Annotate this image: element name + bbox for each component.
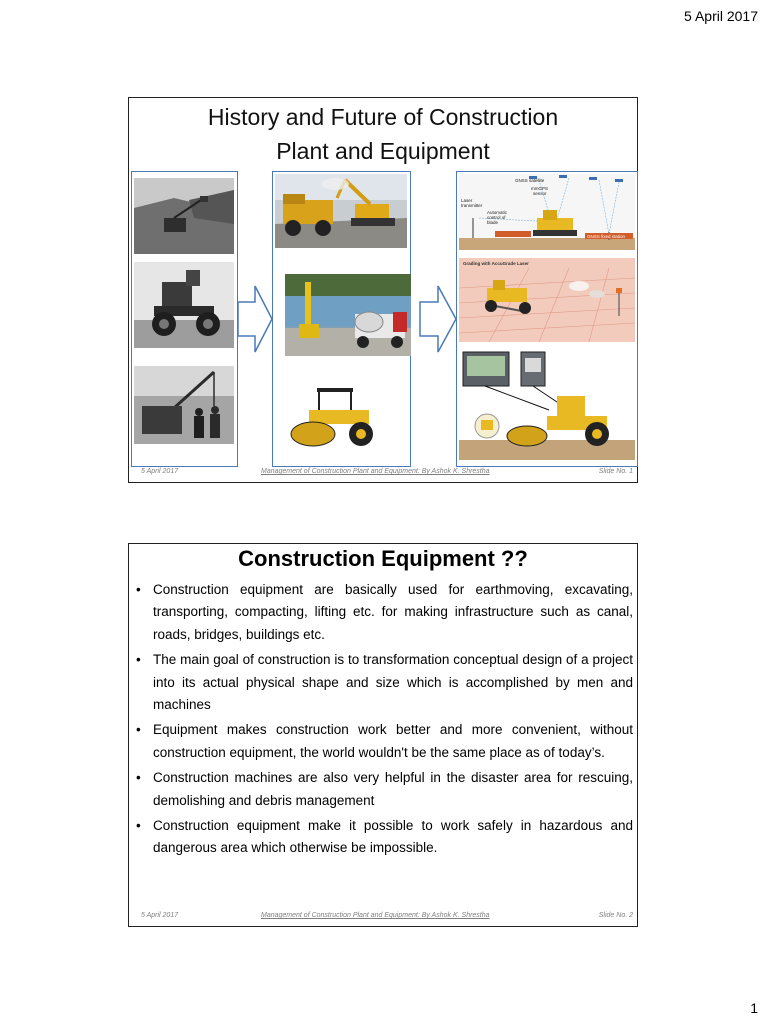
footer-credit: Management of Construction Plant and Equipment: By Ashok K. Shrestha: [261, 468, 490, 475]
slide-2-footer: [129, 912, 637, 924]
bullet-icon: •: [136, 770, 141, 786]
historic-excavator-photo: [134, 178, 234, 254]
list-item: [135, 579, 633, 646]
bullet-text: Construction machines are also very helpful in the disaster area for rescuing, demolishing and debris management: [153, 770, 633, 808]
drilling-rig-mixer-truck-photo: [285, 274, 411, 356]
mmgps-sensor-label: mmGPS: [531, 186, 549, 191]
list-item: [135, 815, 633, 860]
compactor-display-photo: [459, 348, 635, 460]
slide-1-footer: [129, 468, 637, 480]
laser-transmitter-label: Laser: [461, 198, 473, 203]
slide-1-title-line-1: History and Future of Construction: [207, 104, 559, 130]
mmgps-sensor-label: sensor: [533, 191, 547, 196]
gnss-machine-control-diagram: [459, 174, 635, 250]
bullet-icon: •: [136, 818, 141, 834]
list-item: [135, 719, 633, 764]
laser-grading-photo: [459, 258, 635, 342]
road-roller-photo: [287, 382, 387, 450]
footer-date: 5 April 2017: [141, 468, 179, 475]
historic-grader-photo: [134, 262, 234, 348]
bullet-text: Construction equipment are basically used for earthmoving, excavating, transporting, compacting, lifting etc. for making infrastructure such as canal, roads, bridges, buildings etc.: [153, 582, 633, 642]
history-photo-column: [131, 171, 238, 467]
grading-caption: Grading with AccuGrade Laser: [463, 261, 529, 266]
historic-crane-workers-photo: [134, 366, 234, 444]
modern-equipment-column: [272, 171, 411, 467]
gnss-fixed-station-label: GNSS fixed station: [587, 234, 626, 239]
bullet-text: Construction equipment make it possible to work safely in hazardous and dangerous area which otherwise be impossible.: [153, 818, 633, 856]
slide-2: [128, 543, 638, 927]
automatic-control-label: Automatic: [487, 210, 508, 215]
bullet-icon: •: [136, 582, 141, 597]
page-number: 1: [750, 1000, 758, 1016]
list-item: [135, 649, 633, 716]
laser-transmitter-label: transmitter: [461, 203, 483, 208]
arrow-right-icon: [419, 284, 457, 354]
bullet-icon: •: [136, 652, 141, 668]
slide-1: [128, 97, 638, 483]
slide-2-title: Construction Equipment ??: [238, 546, 528, 571]
footer-slide-number: Slide No. 2: [598, 912, 633, 919]
dump-truck-excavator-photo: [275, 174, 407, 248]
bullet-text: The main goal of construction is to transformation conceptual design of a project into its actual physical shape and size which is accomplished by men and machines: [153, 652, 633, 713]
arrow-right-icon: [237, 284, 273, 354]
automatic-control-label: control of: [487, 215, 506, 220]
list-item: [135, 767, 633, 812]
footer-slide-number: Slide No. 1: [598, 468, 633, 475]
gnss-satellite-label: GNSS satellite: [515, 178, 545, 183]
slide-1-title-line-2: Plant and Equipment: [276, 138, 490, 164]
slide-1-title: [129, 100, 637, 168]
footer-credit: Management of Construction Plant and Equipment: By Ashok K. Shrestha: [261, 912, 490, 919]
bullet-icon: •: [136, 722, 141, 738]
automatic-control-label: blade: [487, 220, 499, 225]
future-technology-column: [456, 171, 638, 467]
bullet-list: [135, 579, 633, 863]
footer-date: 5 April 2017: [141, 912, 179, 919]
bullet-text: Equipment makes construction work better and more convenient, without construction equipment, the world wouldn't be the same place as of today’s.: [153, 722, 633, 760]
page-date: 5 April 2017: [684, 8, 758, 24]
